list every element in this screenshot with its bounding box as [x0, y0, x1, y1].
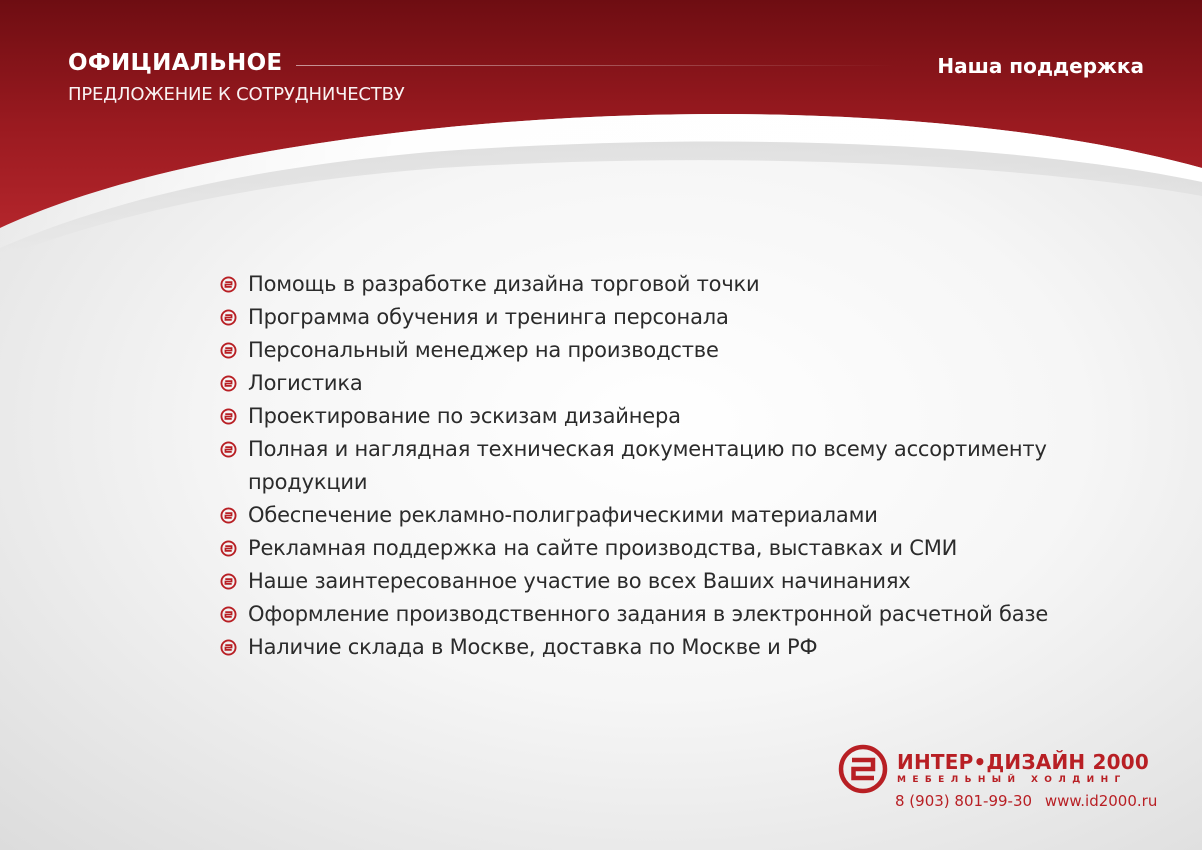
list-item [220, 433, 1100, 499]
brand-name: ИНТЕР•ДИЗАЙН 2000 [897, 750, 1149, 774]
brand-logo-icon [838, 744, 888, 794]
features-list [220, 268, 1100, 664]
list-item-text: Наличие склада в Москве, доставка по Москве и РФ [248, 635, 818, 659]
brand-logo-bullet-icon [220, 441, 237, 458]
list-item [220, 598, 1100, 631]
list-item [220, 268, 1100, 301]
title-divider [296, 65, 896, 66]
list-item [220, 301, 1100, 334]
list-item [220, 499, 1100, 532]
brand-logo-bullet-icon [220, 309, 237, 326]
list-item [220, 565, 1100, 598]
list-item-text: Оформление производственного задания в электронной расчетной базе [248, 602, 1049, 626]
list-item-text: Полная и наглядная техническая документацию по всему ассортименту продукции [248, 437, 1047, 494]
website-link[interactable]: www.id2000.ru [1044, 792, 1158, 810]
brand-logo-bullet-icon [220, 573, 237, 590]
list-item-text: Рекламная поддержка на сайте производства, выставках и СМИ [248, 536, 958, 560]
contact-info [895, 792, 1157, 810]
list-item-text: Проектирование по эскизам дизайнера [248, 404, 681, 428]
brand-logo-bullet-icon [220, 342, 237, 359]
brand-logo-bullet-icon [220, 540, 237, 557]
brand-logo-bullet-icon [220, 375, 237, 392]
brand-logo-bullet-icon [220, 639, 237, 656]
phone-number: 8 (903) 801-99-30 [895, 792, 1033, 810]
header-banner [0, 0, 1202, 260]
list-item [220, 334, 1100, 367]
brand-logo-bullet-icon [220, 606, 237, 623]
list-item-text: Программа обучения и тренинга персонала [248, 305, 729, 329]
list-item-text: Обеспечение рекламно-полиграфическими материалами [248, 503, 878, 527]
list-item [220, 532, 1100, 565]
brand-logo-bullet-icon [220, 276, 237, 293]
page-title: ОФИЦИАЛЬНОЕ [68, 50, 283, 76]
section-title: Наша поддержка [937, 54, 1144, 78]
list-item [220, 631, 1100, 664]
list-item [220, 367, 1100, 400]
list-item-text: Логистика [248, 371, 363, 395]
list-item-text: Наше заинтересованное участие во всех Ваших начинаниях [248, 569, 911, 593]
list-item-text: Помощь в разработке дизайна торговой точки [248, 272, 760, 296]
page-subtitle: ПРЕДЛОЖЕНИЕ К СОТРУДНИЧЕСТВУ [68, 84, 405, 105]
list-item [220, 400, 1100, 433]
brand-logo-bullet-icon [220, 408, 237, 425]
list-item-text: Персональный менеджер на производстве [248, 338, 719, 362]
brand-logo-bullet-icon [220, 507, 237, 524]
brand-tagline: МЕБЕЛЬНЫЙ ХОЛДИНГ [897, 775, 1127, 785]
